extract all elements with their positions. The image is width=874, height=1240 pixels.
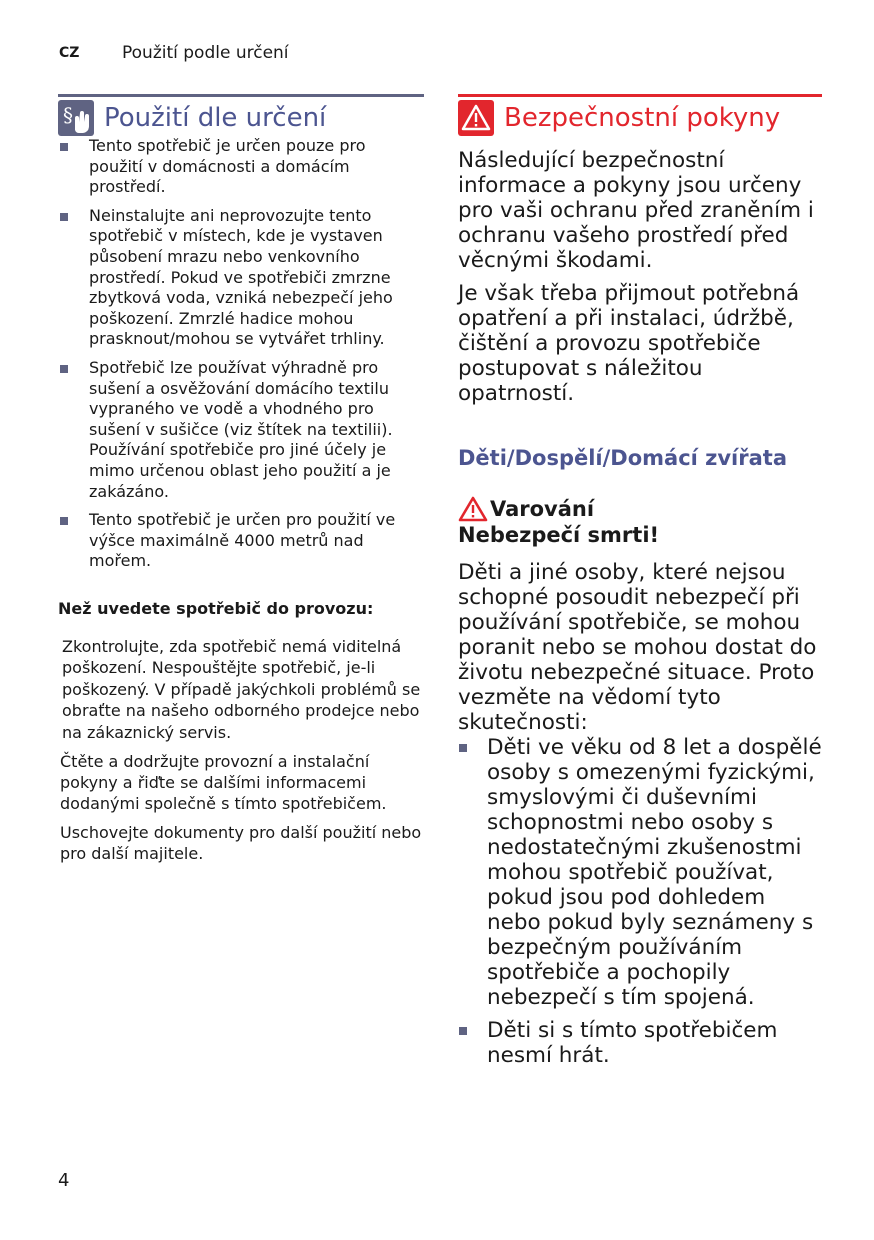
list-item: Spotřebič lze používat výhradně pro sušení a osvěžování domácího textilu vypraného ve vodě a vhodného pro sušení v sušičce (viz štítek na textilii). Používání spotřebiče pro jiné účely je mimo určenou oblast jeho použití a je zakázáno. <box>58 358 424 502</box>
page-number: 4 <box>58 1170 70 1191</box>
section-hand-icon <box>58 100 94 136</box>
instructions-paragraph: Čtěte a dodržujte provozní a instalační pokyny a řiďte se dalšími informacemi dodanými společně s tímto spotřebičem. <box>60 752 387 814</box>
safety-intro-1: Následující bezpečnostní informace a pokyny jsou určeny pro vaši ochranu před zraněním i ochranu vašeho prostředí před věcnými škodami. <box>458 148 814 273</box>
warning-triangle-icon <box>458 100 494 136</box>
warning-subtitle: Nebezpečí smrti! <box>458 523 660 547</box>
children-list <box>458 735 822 1068</box>
section-title-usage: Použití dle určení <box>104 103 327 133</box>
header-title: Použití podle určení <box>122 43 289 63</box>
list-item: Děti si s tímto spotřebičem nesmí hrát. <box>458 1018 822 1068</box>
warning-text: Děti a jiné osoby, které nejsou schopné posoudit nebezpečí při používání spotřebiče, se mohou poranit nebo se mohou dostat do životu nebezpečné situace. Proto vezměte na vědomí tyto skutečnosti: <box>458 560 817 735</box>
left-column <box>58 94 424 864</box>
list-item: Tento spotřebič je určen pouze pro použití v domácnosti a domácím prostředí. <box>58 136 424 198</box>
prereq-heading: Než uvedete spotřebič do provozu: <box>58 598 374 618</box>
header-language: CZ <box>59 45 80 61</box>
list-item: Děti ve věku od 8 let a dospělé osoby s omezenými fyzickými, smyslovými či duševními schopnostmi nebo osoby s nedostatečnými zkušenostmi mohou spotřebič používat, pokud jsou pod dohledem nebo pokud byly seznámeny s bezpečným používáním spotřebiče a pochopily nebezpečí s tím spojená. <box>458 735 822 1010</box>
section-heading-safety <box>458 94 822 136</box>
right-column <box>458 94 822 1076</box>
svg-text:§: § <box>63 103 73 127</box>
warning-heading <box>458 496 822 522</box>
subsection-heading: Děti/Dospělí/Domácí zvířata <box>458 446 787 470</box>
section-heading-usage <box>58 94 424 136</box>
prereq-note: Zkontrolujte, zda spotřebič nemá viditelná poškození. Nespouštějte spotřebič, je-li poškozený. V případě jakýchkoli problémů se obraťte na našeho odborného prodejce nebo na zákaznický servis. <box>62 636 421 742</box>
section-title-safety: Bezpečnostní pokyny <box>504 103 781 133</box>
warning-title: Varování <box>490 496 595 521</box>
usage-list <box>58 136 424 572</box>
safety-intro-2: Je však třeba přijmout potřebná opatření a při instalaci, údržbě, čištění a provozu spotřebiče postupovat s náležitou opatrností. <box>458 281 800 406</box>
list-item: Neinstalujte ani neprovozujte tento spotřebič v místech, kde je vystaven působení mrazu nebo venkovního prostředí. Pokud ve spotřebiči zmrzne zbytková voda, vzniká nebezpečí jeho poškození. Zmrzlé hadice mohou prasknout/mohou se vytvářet trhliny. <box>58 206 424 350</box>
list-item: Tento spotřebič je určen pro použití ve výšce maximálně 4000 metrů nad mořem. <box>58 510 424 572</box>
keep-documents-paragraph: Uschovejte dokumenty pro další použití nebo pro další majitele. <box>60 823 422 864</box>
warning-triangle-icon <box>458 496 488 522</box>
